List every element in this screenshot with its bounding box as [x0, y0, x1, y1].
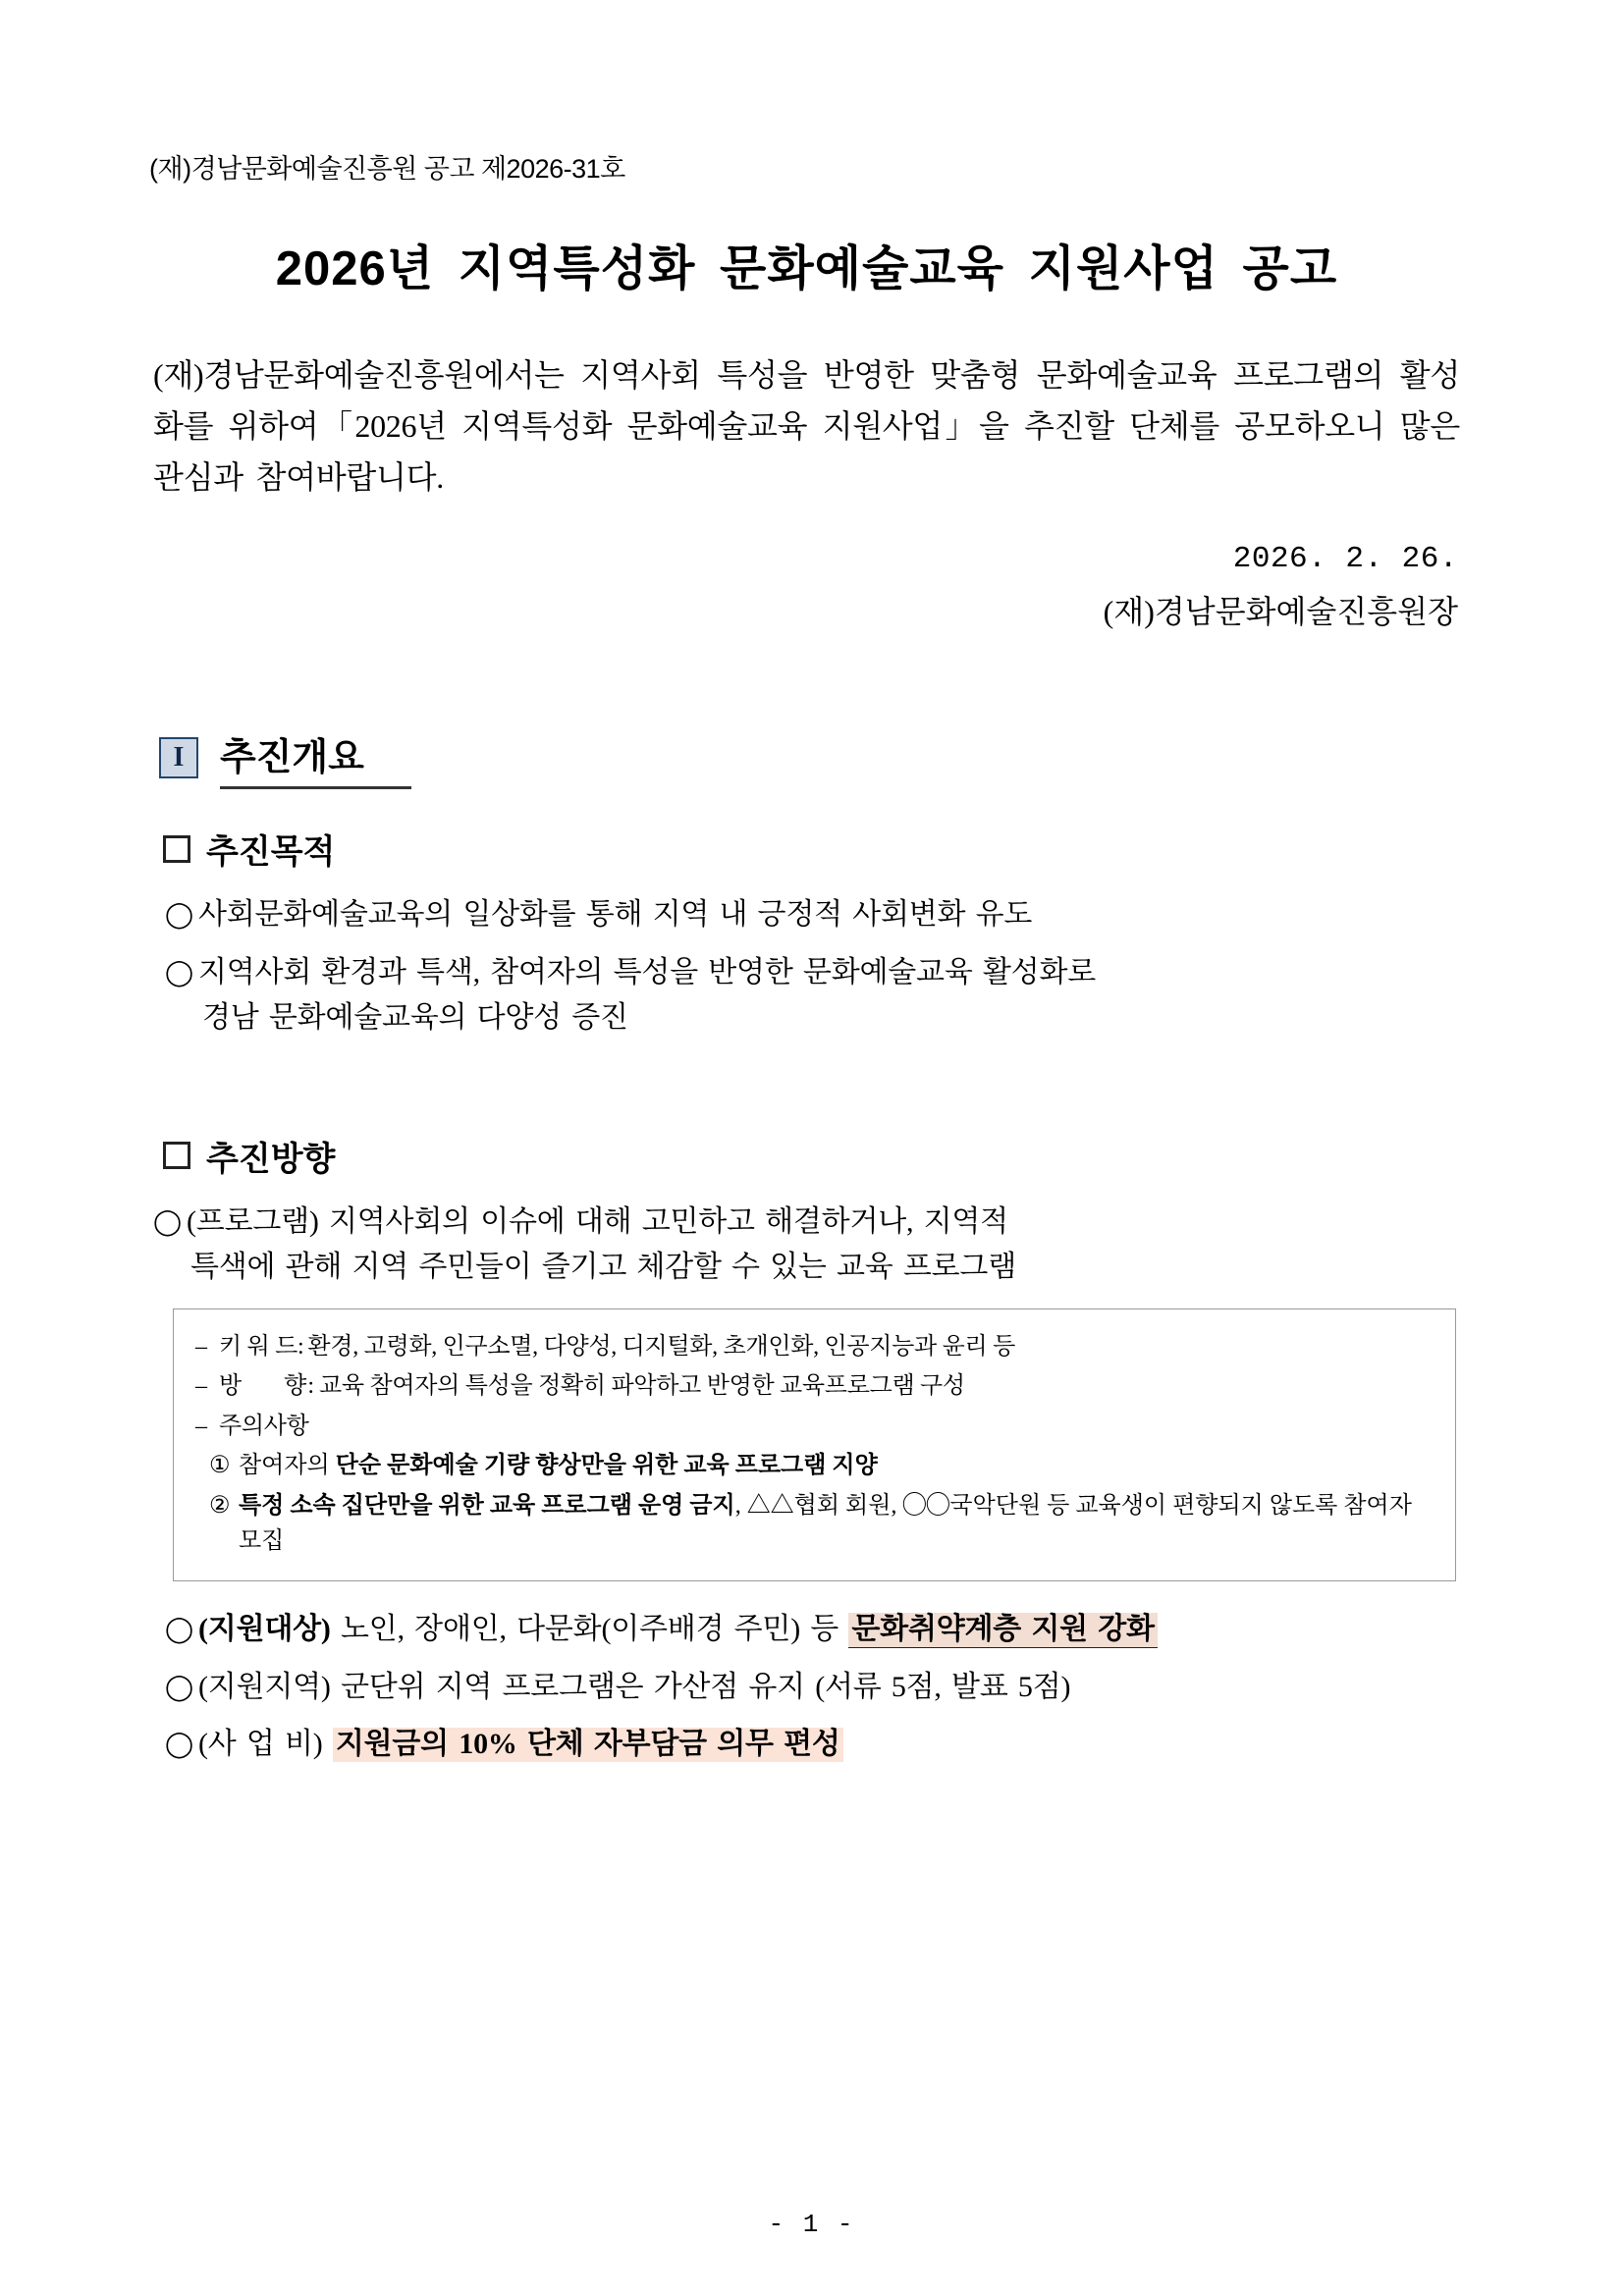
callout-box — [173, 1308, 1456, 1582]
list-item-label — [187, 1200, 1466, 1291]
caution-text-pre: 참여자의 — [239, 1453, 336, 1479]
subsection-title: 추진목적 — [206, 833, 336, 872]
section-title-underline — [220, 726, 411, 789]
square-bullet-icon — [163, 1142, 190, 1169]
highlighted-text: 문화취약계층 지원 강화 — [848, 1613, 1157, 1648]
sign-organization: (재)경남문화예술진흥원장 — [1103, 593, 1458, 629]
box-caution-row — [195, 1409, 1435, 1444]
signature-block — [147, 536, 1458, 636]
highlighted-text: 지원금의 10% 단체 자부담금 의무 편성 — [333, 1728, 843, 1762]
sign-date: 2026. 2. 26. — [1232, 542, 1458, 577]
list-item-line1: (프로그램) 지역사회의 이슈에 대해 고민하고 해결하거나, 지역적 — [187, 1204, 1008, 1238]
item-text: 노인, 장애인, 다문화(이주배경 주민) 등 — [330, 1613, 849, 1646]
box-direction-row — [195, 1368, 1435, 1404]
list-item — [153, 1200, 1466, 1291]
item-label: (지원지역) — [198, 1670, 331, 1703]
list-item — [165, 892, 1466, 938]
caution-text-bold: 특정 소속 집단만을 위한 교육 프로그램 운영 금지 — [239, 1492, 735, 1519]
caution-text-bold: 단순 문화예술 기량 향상만을 위한 교육 프로그램 지양 — [335, 1453, 878, 1479]
list-item-label — [198, 950, 1466, 1041]
circle-bullet-icon: ◯ — [165, 957, 193, 987]
circle-bullet-icon: ◯ — [165, 1730, 193, 1759]
box-caution-item-text — [239, 1488, 1435, 1560]
notice-number: (재)경남문화예술진흥원 공고 제2026-31호 — [149, 154, 625, 184]
caution-text-post: , △△협회 회원, ◯◯국악단원 등 — [734, 1492, 1070, 1519]
caution-text-extra-line: 교육생이 편향되지 않도록 참여자 모집 — [239, 1492, 1412, 1554]
circle-bullet-icon: ◯ — [165, 1672, 193, 1701]
list-item — [165, 950, 1466, 1041]
item-label: (사 업 비) — [198, 1728, 323, 1761]
box-keyword-label: 키 워 드: — [219, 1333, 304, 1360]
list-item-line2: 특색에 관해 지역 주민들이 즐기고 체감할 수 있는 교육 프로그램 — [190, 1251, 1016, 1284]
circled-number-icon: ① — [209, 1453, 231, 1479]
list-item-label: 사회문화예술교육의 일상화를 통해 지역 내 긍정적 사회변화 유도 — [198, 898, 1033, 932]
list-item — [165, 1607, 1466, 1653]
list-item — [165, 1665, 1466, 1711]
circle-bullet-icon: ◯ — [153, 1206, 182, 1236]
box-keyword-value: 환경, 고령화, 인구소멸, 다양성, 디지털화, 초개인화, 인공지능과 윤리 등 — [307, 1333, 1015, 1360]
subsection-title: 추진방향 — [206, 1140, 336, 1178]
dash-icon: – — [195, 1373, 207, 1400]
box-caution-label: 주의사항 — [219, 1413, 309, 1439]
item-text: 군단위 지역 프로그램은 가산점 유지 (서류 5점, 발표 5점) — [330, 1670, 1071, 1703]
dash-icon: – — [195, 1413, 207, 1439]
list-item-line2: 경남 문화예술교육의 다양성 증진 — [202, 1001, 628, 1035]
dash-icon: – — [195, 1333, 207, 1360]
page-title: 2026년 지역특성화 문화예술교육 지원사업 공고 — [275, 242, 1338, 295]
circle-bullet-icon: ◯ — [165, 900, 193, 930]
circle-bullet-icon: ◯ — [165, 1615, 193, 1644]
list-item — [165, 1722, 1466, 1768]
list-item-label — [198, 1722, 1466, 1768]
box-caution-item — [209, 1488, 1435, 1560]
section-heading-1 — [159, 726, 1466, 789]
circled-number-icon: ② — [209, 1492, 231, 1519]
box-direction-value: 교육 참여자의 특성을 정확히 파악하고 반영한 교육프로그램 구성 — [319, 1373, 965, 1400]
square-bullet-icon — [163, 835, 190, 863]
subsection-heading-direction — [163, 1132, 1466, 1180]
item-text — [323, 1728, 333, 1760]
list-item-label — [198, 1665, 1466, 1711]
intro-paragraph: (재)경남문화예술진흥원에서는 지역사회 특성을 반영한 맞춤형 문화예술교육 프로그램의 활성화를 위하여「2026년 지역특성화 문화예술교육 지원사업」을 추진할 단체를 공모하오니 많은 관심과 참여바랍니다. — [153, 357, 1460, 495]
subsection-heading-purpose — [163, 825, 1466, 873]
box-direction-label: 방 향: — [219, 1373, 316, 1400]
page-number: - 1 - — [768, 2210, 855, 2239]
item-label: (지원대상) — [198, 1613, 331, 1646]
box-keyword-row — [195, 1329, 1435, 1364]
section-title: 추진개요 — [220, 737, 364, 779]
box-caution-item-text — [239, 1448, 1435, 1483]
list-item-label — [198, 1607, 1466, 1653]
section-number: I — [159, 737, 198, 778]
box-caution-item — [209, 1448, 1435, 1483]
spacer — [147, 1051, 1466, 1096]
list-item-line1: 지역사회 환경과 특색, 참여자의 특성을 반영한 문화예술교육 활성화로 — [198, 955, 1097, 988]
